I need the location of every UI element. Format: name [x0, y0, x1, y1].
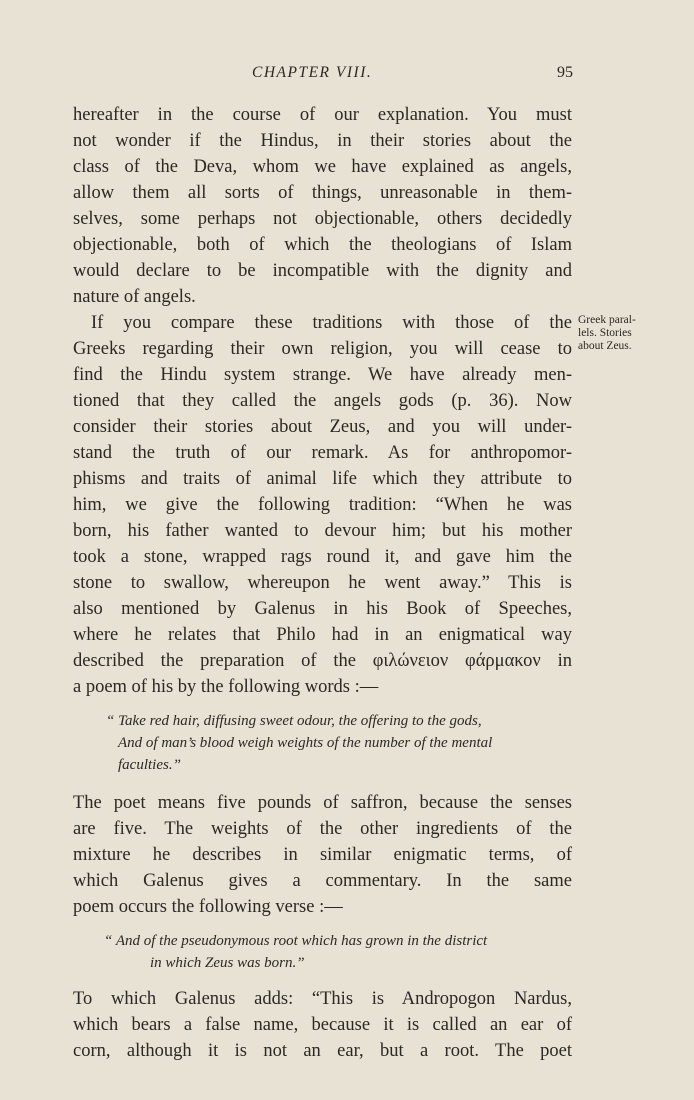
text-line: not wonder if the Hindus, in their stories about the [73, 131, 572, 151]
text-line: him, we give the following tradition: “When he was [73, 495, 572, 515]
text-line: which Galenus gives a commentary. In the same [73, 871, 572, 891]
text-line: hereafter in the course of our explanation. You must [73, 105, 572, 125]
text-line: phisms and traits of animal life which they attribute to [73, 469, 572, 489]
text-line: nature of angels. [73, 287, 196, 307]
text-line: also mentioned by Galenus in his Book of Speeches, [73, 599, 572, 619]
text-line: born, his father wanted to devour him; but his mother [73, 521, 572, 541]
text-line: The poet means five pounds of saffron, because the senses [73, 793, 572, 813]
quote-line: “ Take red hair, diffusing sweet odour, the offering to the gods, [106, 713, 482, 729]
text-line: which bears a false name, because it is called an ear of [73, 1015, 572, 1035]
text-line: mixture he describes in similar enigmatic terms, of [73, 845, 572, 865]
quote-line: And of man’s blood weigh weights of the number of the mental [118, 735, 493, 751]
page-header [0, 64, 694, 88]
text-line: are five. The weights of the other ingredients of the [73, 819, 572, 839]
quote-line: in which Zeus was born.” [150, 955, 305, 971]
text-line: where he relates that Philo had in an enigmatical way [73, 625, 572, 645]
margin-note: lels. Stories [578, 327, 632, 339]
text-line: class of the Deva, whom we have explained as angels, [73, 157, 572, 177]
text-line: Greeks regarding their own religion, you will cease to [73, 339, 572, 359]
text-line: consider their stories about Zeus, and you will under- [73, 417, 572, 437]
text-line: selves, some perhaps not objectionable, others decidedly [73, 209, 572, 229]
text-line: allow them all sorts of things, unreasonable in them- [73, 183, 572, 203]
text-line: would declare to be incompatible with the dignity and [73, 261, 572, 281]
text-line: find the Hindu system strange. We have already men- [73, 365, 572, 385]
margin-note: about Zeus. [578, 340, 632, 352]
margin-note: Greek paral- [578, 314, 636, 326]
text-line: If you compare these traditions with those of the [91, 313, 572, 333]
text-line: stand the truth of our remark. As for anthropomor- [73, 443, 572, 463]
text-line: a poem of his by the following words :— [73, 677, 379, 697]
text-line: stone to swallow, whereupon he went away.” This is [73, 573, 572, 593]
text-line: poem occurs the following verse :— [73, 897, 343, 917]
text-line: took a stone, wrapped rags round it, and gave him the [73, 547, 572, 567]
quote-line: faculties.” [118, 757, 181, 773]
page-number: 95 [557, 64, 573, 81]
running-title: CHAPTER VIII. [252, 64, 373, 81]
quote-line: “ And of the pseudonymous root which has grown in the district [104, 933, 488, 949]
text-line: corn, although it is not an ear, but a root. The poet [73, 1041, 572, 1061]
text-line: To which Galenus adds: “This is Andropogon Nardus, [73, 989, 572, 1009]
text-line: tioned that they called the angels gods (p. 36). Now [73, 391, 572, 411]
text-line: objectionable, both of which the theologians of Islam [73, 235, 572, 255]
text-line: described the preparation of the φιλώνειον φάρμακον in [73, 651, 572, 671]
